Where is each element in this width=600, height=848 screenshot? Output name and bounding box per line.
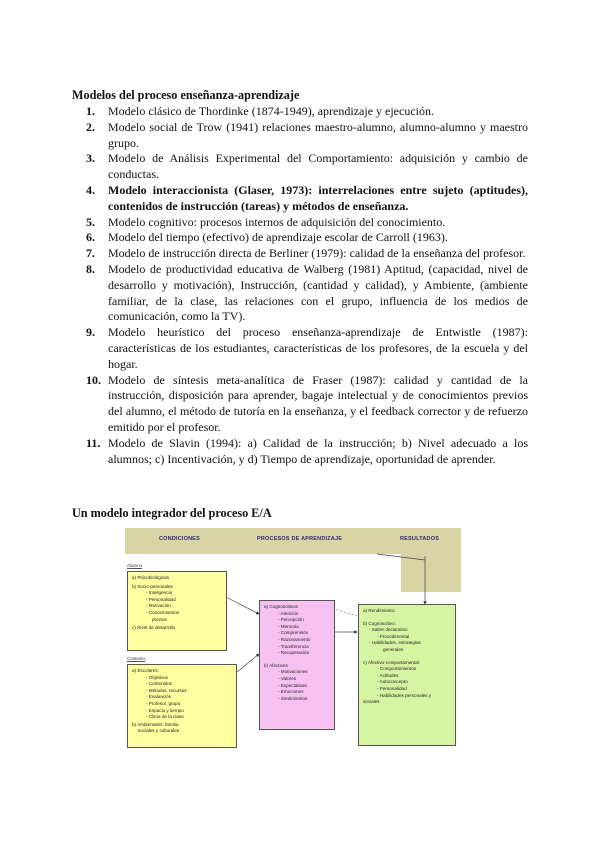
model-item	[72, 436, 528, 468]
model-text: Modelo del tiempo (efectivo) de aprendizaje escolar de Carroll (1963).	[108, 230, 448, 245]
resultados-line: c) Afectivo-comportamental:	[363, 659, 420, 665]
model-number: 7.	[86, 246, 95, 261]
model-number: 6.	[86, 230, 95, 245]
model-item	[72, 151, 528, 183]
resultados-line: b) Cognoscitivo:	[363, 620, 396, 626]
models-list	[72, 104, 528, 467]
resultados-line: - Personalidad	[377, 685, 407, 691]
resultados-box	[358, 604, 456, 746]
procesos-line: - Expectativas	[278, 682, 307, 688]
procesos-line: - Atención	[278, 610, 299, 616]
procesos-line: - Comprensión	[278, 630, 309, 636]
alumno-line: previos	[152, 616, 167, 622]
procesos-line: - Recuperación	[278, 650, 310, 656]
connector-contexto-procesos	[237, 654, 259, 672]
procesos-line: - Valores	[278, 675, 297, 681]
alumno-line: - Conocimientos	[146, 609, 180, 615]
connector-alumno-procesos	[224, 596, 259, 614]
contexto-box	[127, 664, 237, 748]
contexto-line: b) Ambientales: familia,	[132, 721, 180, 727]
contexto-line: - Contenidos	[146, 681, 173, 687]
column-condiciones: CONDICIONES	[159, 536, 201, 542]
procesos-line: - Memoria	[278, 623, 299, 629]
contexto-line: - Evaluación	[146, 694, 172, 700]
models-heading: Modelos del proceso enseñanza-aprendizaje	[72, 88, 300, 102]
procesos-line: - Razonamiento	[278, 636, 311, 642]
model-text: Modelo cognitivo: procesos internos de adquisición del conocimiento.	[108, 214, 446, 229]
model-text: Modelo de síntesis meta-analítica de Fraser (1987): calidad y cantidad de la instrucción, disposición para aprender, bagaje intelectual y de conocimientos previos del alumno, el método de tutoría en la enseñanza, y el feedback corrector y de refuerzo emitido por el profesor.	[108, 372, 528, 434]
model-item	[72, 120, 528, 152]
model-text: Modelo interaccionista (Glaser, 1973): interrelaciones entre sujeto (aptitudes), contenidos de instrucción (tareas) y métodos de enseñanza.	[108, 182, 528, 213]
contexto-line: - Clima de la clase	[146, 714, 184, 720]
procesos-line: - Percepción	[278, 617, 304, 623]
procesos-box	[259, 600, 335, 730]
model-text: Modelo clásico de Thordinke (1874-1949), aprendizaje y ejecución.	[108, 104, 434, 118]
contexto-line: - Objetivos	[146, 674, 168, 680]
alumno-line: a) Psicobiológicas	[132, 575, 170, 580]
contexto-line: sociales y culturales	[138, 728, 180, 734]
procesos-line: - Motivaciones	[278, 669, 308, 675]
model-text: Modelo de productividad educativa de Walberg (1981) Aptitud, (capacidad, nivel de desarrollo y motivación), Instrucción, (cantidad y calidad), y Ambiente, (ambiente familiar, de la clase, las relaciones con el grupo, influencia de los medios de comunicación, como la TV).	[108, 261, 528, 324]
tag-contexto: Contexto	[127, 656, 146, 661]
procesos-line: - Emociones	[278, 689, 304, 695]
column-resultados: RESULTADOS	[400, 536, 440, 542]
resultados-line: sociales	[363, 699, 380, 705]
diagram-heading: Un modelo integrador del proceso E/A	[72, 506, 272, 520]
contexto-line: a) Escolares:	[132, 668, 159, 673]
model-text: Modelo heurístico del proceso enseñanza-aprendizaje de Entwistle (1987): características de los estudiantes, características de los profesores, de la escuela y del hogar.	[108, 325, 528, 371]
column-procesos: PROCESOS DE APRENDIZAJE	[257, 536, 343, 542]
resultados-line: - Habilidades, estrategias	[369, 640, 421, 646]
model-item	[72, 215, 528, 231]
resultados-line: - Comportamientos	[377, 666, 417, 672]
model-number: 4.	[86, 182, 95, 197]
model-item	[72, 183, 528, 215]
model-number: 9.	[86, 325, 95, 340]
model-number: 1.	[86, 104, 95, 118]
model-number: 8.	[86, 261, 95, 276]
contexto-line: - Métodos, recursos	[146, 687, 187, 693]
model-item	[72, 325, 528, 372]
alumno-line: - Personalidad	[146, 596, 176, 602]
contexto-line: - Espacio y tiempo	[146, 707, 184, 713]
model-item	[72, 104, 528, 120]
model-number: 2.	[86, 119, 95, 134]
procesos-line: a) Cognoscitivos	[264, 604, 298, 609]
model-text: Modelo de instrucción directa de Berliner (1979): calidad de la enseñanza del profesor.	[108, 246, 526, 261]
alumno-line: c) Nivel de desarrollo	[132, 625, 176, 631]
model-number: 5.	[86, 214, 95, 229]
connector-header-resultados	[377, 554, 425, 560]
alumno-line: b) Socio-personales	[132, 583, 173, 589]
procesos-line: - Sentimientos	[278, 695, 308, 701]
resultados-line: - Saber declarativo	[369, 627, 408, 633]
model-text: Modelo de Slavin (1994): a) Calidad de la instrucción; b) Nivel adecuado a los alumnos; c) Incentivación, y d) Tiempo de aprendizaje, oportunidad de aprender.	[108, 435, 528, 466]
tag-alumno: Alumno	[127, 563, 143, 568]
procesos-line: b) Afectivos	[264, 662, 288, 668]
alumno-line: - Inteligencia	[146, 590, 173, 596]
resultados-line: - Actitudes	[377, 672, 399, 678]
resultados-line: a) Rendimiento:	[363, 608, 396, 613]
resultados-line: generales	[383, 646, 404, 652]
contexto-line: - Profesor, grupo	[146, 700, 181, 706]
model-text: Modelo de Análisis Experimental del Comportamiento: adquisición y cambio de conductas.	[108, 151, 528, 182]
integrative-model-diagram	[125, 524, 461, 756]
model-item	[72, 373, 528, 436]
model-number: 11.	[86, 435, 101, 450]
model-item	[72, 230, 528, 246]
resultados-line: - Procedimental	[377, 633, 410, 639]
resultados-line: - Autoconcepto	[377, 679, 408, 685]
model-item	[72, 262, 528, 325]
procesos-line: - Transferencia	[278, 643, 309, 649]
resultados-line: - Habilidades personales y	[377, 692, 432, 698]
model-item	[72, 246, 528, 262]
alumno-line: - Motivación	[146, 603, 171, 609]
model-text: Modelo social de Trow (1941) relaciones maestro-alumno, alumno-alumno y maestro grupo.	[108, 119, 528, 150]
model-number: 10.	[86, 372, 101, 387]
model-number: 3.	[86, 151, 95, 166]
alumno-box	[127, 571, 227, 651]
